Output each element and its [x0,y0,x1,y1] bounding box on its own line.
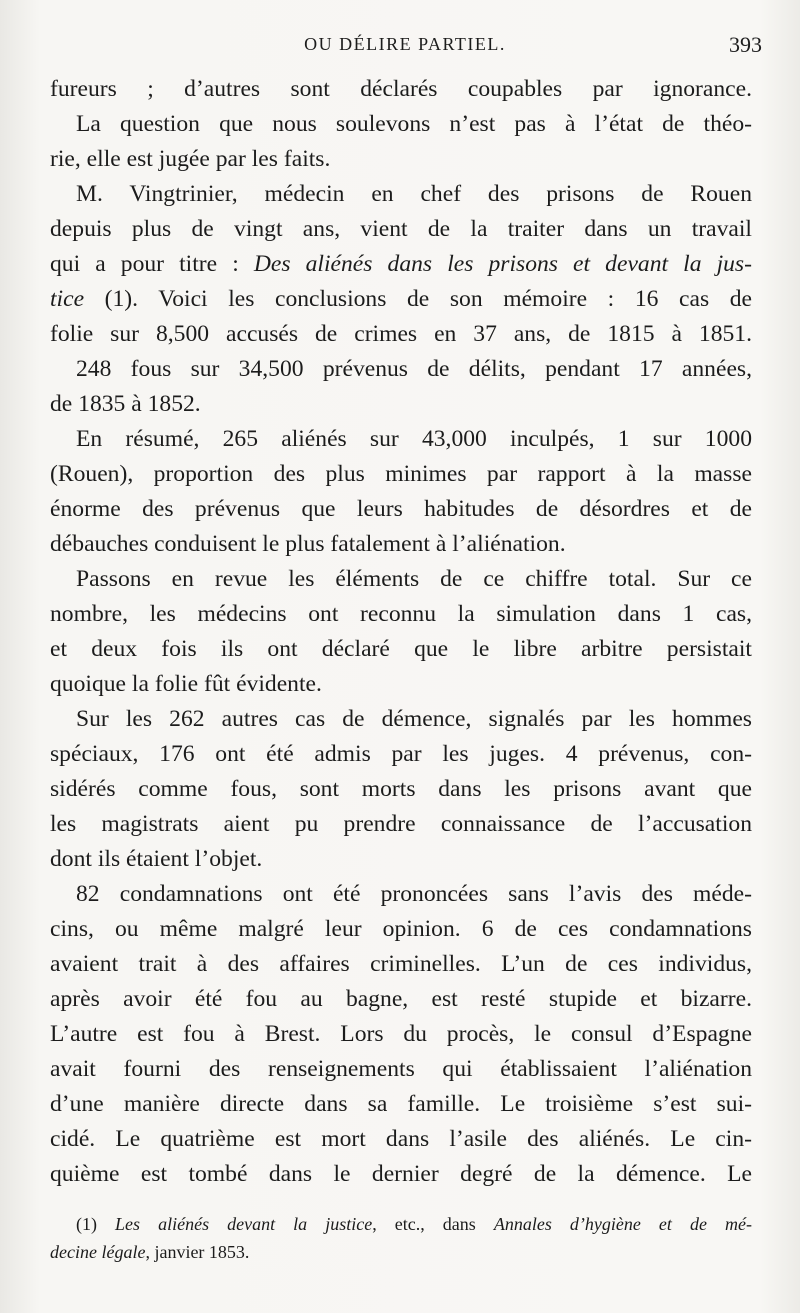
text-line [50,912,752,947]
footnote-segment: Les aliénés devant la justice [115,1214,373,1234]
text-line [50,72,752,107]
text-line [50,422,752,457]
line-text: folie sur 8,500 accusés de crimes en 37 ans, de 1815 à 1851. [50,321,752,347]
line-text: les magistrats aient pu prendre connaissance de l’accusation [50,811,752,837]
running-title: OU DÉLIRE PARTIEL. [304,34,506,54]
text-line [50,527,752,562]
line-text: L’autre est fou à Brest. Lors du procès, le consul d’Espagne [50,1021,752,1047]
text-line [50,982,752,1017]
line-text: 248 fous sur 34,500 prévenus de délits, pendant 17 années, [76,356,752,382]
running-head [48,30,762,70]
line-text: quième est tombé dans le dernier degré de la démence. Le [50,1161,752,1187]
line-text: depuis plus de vingt ans, vient de la traiter dans un travail [50,216,752,242]
footnote-line [50,1238,752,1266]
line-text: avaient trait à des affaires criminelles. L’un de ces individus, [50,951,752,977]
line-segment: tice [50,286,85,312]
text-line [50,1017,752,1052]
text-line [50,632,752,667]
line-text: 82 condamnations ont été prononcées sans l’avis des méde- [76,881,752,907]
text-line [50,1087,752,1122]
line-text: nombre, les médecins ont reconnu la simulation dans 1 cas, [50,601,752,627]
text-line [50,842,752,877]
footnotes [50,1210,752,1266]
page-number: 393 [729,32,762,57]
text-line [50,387,752,422]
line-text: d’une manière directe dans sa famille. Le troisième s’est sui- [50,1091,752,1117]
footnote-segment: Annales d’hygiène et de mé- [493,1214,752,1234]
text-line [50,807,752,842]
text-line [50,877,752,912]
text-line [50,282,752,317]
line-text: La question que nous soulevons n’est pas à l’état de théo- [76,111,752,137]
footnote-line [50,1210,752,1238]
line-text: (1). Voici les conclusions de son mémoire : 16 cas de [84,286,752,312]
line-text: cidé. Le quatrième est mort dans l’asile des aliénés. Le cin- [50,1126,752,1152]
text-line [50,317,752,352]
line-text: spéciaux, 176 ont été admis par les juges. 4 prévenus, con- [50,741,752,767]
line-text: rie, elle est jugée par les faits. [50,146,331,172]
line-text: sidérés comme fous, sont morts dans les prisons avant que [50,776,752,802]
text-line [50,1052,752,1087]
text-line [50,212,752,247]
text-line [50,177,752,212]
text-line [50,247,752,282]
text-line [50,667,752,702]
text-line [50,737,752,772]
line-text: (Rouen), proportion des plus minimes par rapport à la masse [50,461,752,487]
text-line [50,947,752,982]
footnote-segment: decine légale [50,1242,146,1262]
text-line [50,107,752,142]
text-line [50,1122,752,1157]
footnote-segment: (1) [76,1214,116,1234]
line-text: quoique la folie fût évidente. [50,671,322,697]
line-segment: qui a pour titre : [50,251,254,277]
line-text: dont ils étaient l’objet. [50,846,263,872]
text-line [50,492,752,527]
text-line [50,1157,752,1192]
line-text: énorme des prévenus que leurs habitudes de désordres et de [50,496,752,522]
line-text: avait fourni des renseignements qui établissaient l’aliénation [50,1056,752,1082]
line-text: après avoir été fou au bagne, est resté stupide et bizarre. [50,986,752,1012]
text-line [50,597,752,632]
line-text: cins, ou même malgré leur opinion. 6 de ces condamnations [50,916,752,942]
line-text: M. Vingtrinier, médecin en chef des prisons de Rouen [76,181,752,207]
footnote-segment: , etc., dans [372,1214,494,1234]
line-text: Sur les 262 autres cas de démence, signalés par les hommes [76,706,752,732]
line-segment: Des aliénés dans les prisons et devant la jus- [253,251,752,277]
text-line [50,142,752,177]
text-line [50,562,752,597]
line-text: En résumé, 265 aliénés sur 43,000 inculpés, 1 sur 1000 [76,426,752,452]
line-text: et deux fois ils ont déclaré que le libre arbitre persistait [50,636,752,662]
line-text: débauches conduisent le plus fatalement à l’aliénation. [50,531,566,557]
body-text [50,72,752,1192]
line-text: de 1835 à 1852. [50,391,201,417]
footnote-segment: , janvier 1853. [145,1242,250,1262]
line-text: fureurs ; d’autres sont déclarés coupables par ignorance. [50,76,752,102]
text-line [50,702,752,737]
text-line [50,772,752,807]
text-line [50,457,752,492]
text-line [50,352,752,387]
line-text: Passons en revue les éléments de ce chiffre total. Sur ce [76,566,752,592]
